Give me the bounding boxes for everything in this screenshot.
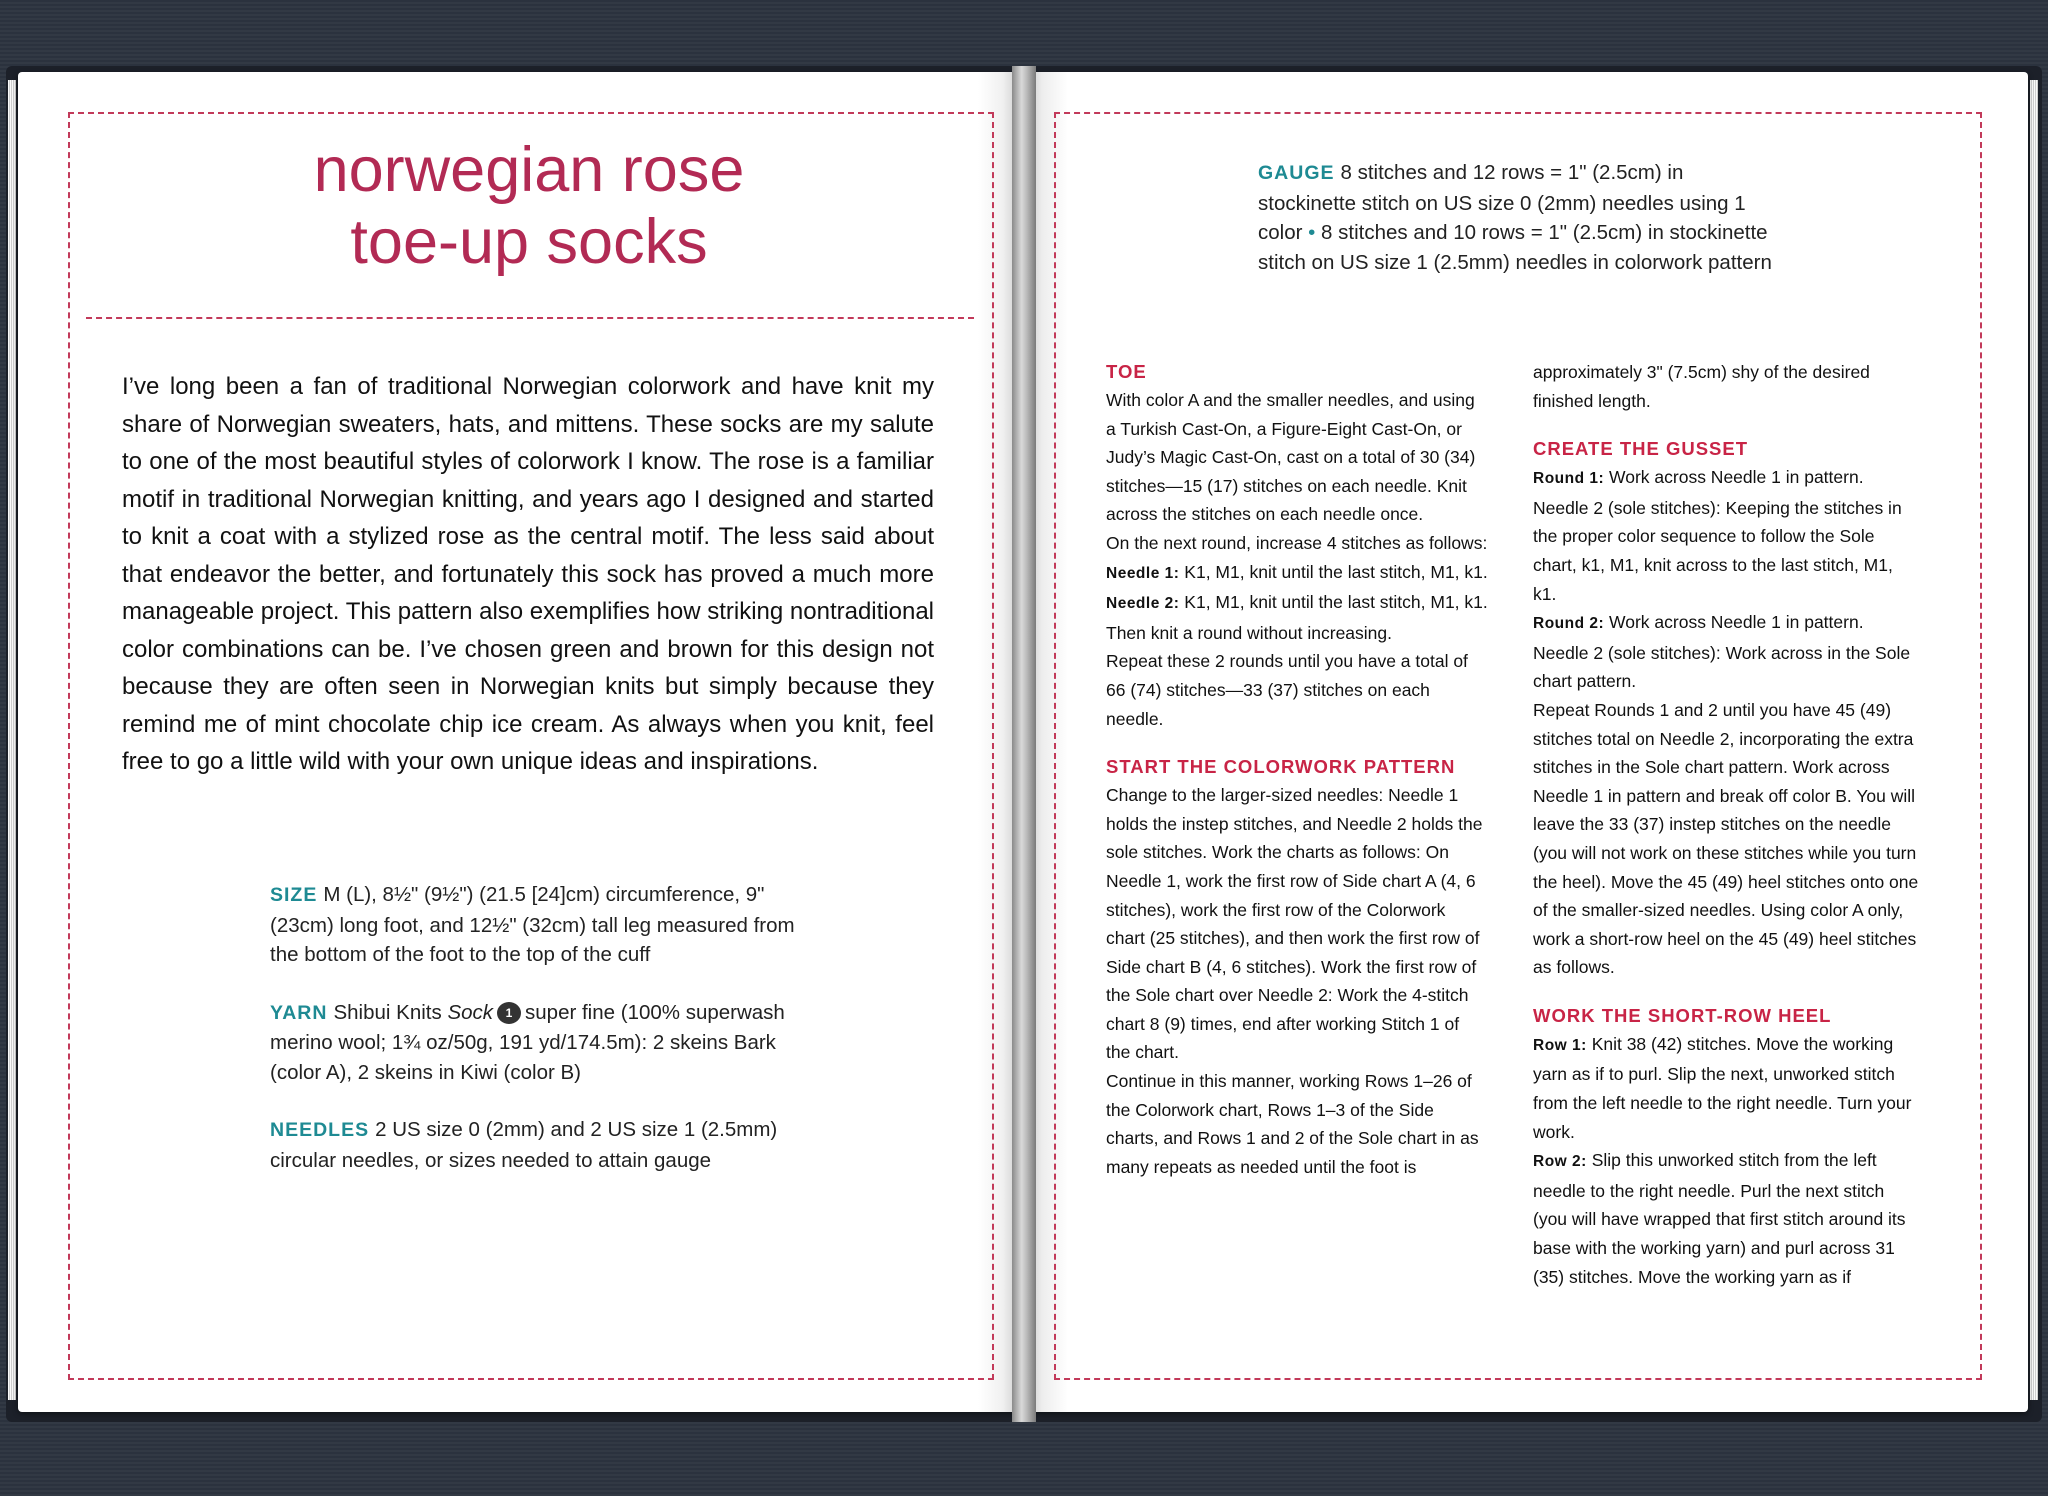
toe-paragraph-1: With color A and the smaller needles, and using a Turkish Cast-On, a Figure-Eight Cast-On, or Judy’s Magic Cast-On, cast on a total of 30 (34) stitches—15 (17) stitches on each needle. Knit across the stitches on each needle once. bbox=[1106, 390, 1476, 525]
gauge-bullet: • bbox=[1308, 221, 1316, 244]
needle-2-step bbox=[1106, 588, 1488, 619]
toe-heading: TOE bbox=[1106, 361, 1147, 382]
round-2-step bbox=[1533, 608, 1921, 696]
specs-block bbox=[270, 880, 798, 1203]
size-spec bbox=[270, 880, 798, 970]
size-label: SIZE bbox=[270, 884, 318, 906]
needles-label: NEEDLES bbox=[270, 1119, 370, 1141]
title-divider bbox=[86, 317, 974, 319]
instructions-column-2 bbox=[1533, 358, 1921, 1291]
colorwork-paragraph-1: Change to the larger-sized needles: Needle 1 holds the instep stitches, and Needle 2 holds the sole stitches. Work the charts as follows: On Needle 1, work the first row of Side chart A (4, 6 stitches), work the first row of the Colorwork chart (25 stitches), and then work the first row of Side chart B (4, 6 stitches). Work the first row of the Sole chart over Needle 2: Work the 4-stitch chart 8 (9) times, end after working Stitch 1 of the chart. bbox=[1106, 785, 1483, 1063]
yarn-weight-icon: 1 bbox=[497, 1002, 521, 1024]
title-line-2: toe-up socks bbox=[350, 207, 708, 277]
page-edges-left bbox=[8, 80, 16, 1400]
row-1-label: Row 1: bbox=[1533, 1036, 1587, 1054]
instructions-column-1 bbox=[1106, 358, 1488, 1181]
yarn-text-a: Shibui Knits bbox=[333, 1000, 442, 1024]
needle-2-label: Needle 2: bbox=[1106, 595, 1180, 613]
yarn-text-b: super fine (100% superwash merino wool; 1¾ oz/50g, 191 yd/174.5m): 2 skeins Bark (color A), 2 skeins in Kiwi (color B) bbox=[270, 1000, 785, 1084]
round-1-label: Round 1: bbox=[1533, 470, 1605, 488]
heel-heading: WORK THE SHORT-ROW HEEL bbox=[1533, 1004, 1832, 1026]
round-2-label: Round 2: bbox=[1533, 615, 1605, 633]
toe-paragraph-3: Then knit a round without increasing. bbox=[1106, 622, 1392, 643]
needle-1-step bbox=[1106, 558, 1488, 589]
needles-spec bbox=[270, 1115, 798, 1175]
row-2-label: Row 2: bbox=[1533, 1153, 1587, 1171]
yarn-label: YARN bbox=[270, 1001, 328, 1024]
toe-paragraph-2: On the next round, increase 4 stitches as follows: bbox=[1106, 532, 1488, 553]
intro-paragraph: I’ve long been a fan of traditional Norwegian colorwork and have knit my share of Norwegian sweaters, hats, and mittens. These socks are my salute to one of the most beautiful styles of colorwork I know. The rose is a familiar motif in traditional Norwegian knitting, and years ago I designed and started to knit a coat with a stylized rose as the central motif. The less said about that endeavor the better, and fortunately this sock has proved a much more manageable project. This pattern also exemplifies how striking nontraditional color combinations can be. I’ve chosen green and brown for this design not because they are often seen in Norwegian knits but simply because they remind me of mint chocolate chip ice cream. As always when you knit, feel free to go a little wild with your own unique ideas and inspirations. bbox=[122, 373, 935, 775]
gusset-paragraph-3: Repeat Rounds 1 and 2 until you have 45 (49) stitches total on Needle 2, incorporating the extra stitches in the Sole chart pattern. Work across Needle 1 in pattern and break off color B. You will leave the 33 (37) instep stitches on the needle (you will not work on these stitches while you turn the heel). Move the 45 (49) heel stitches onto one of the smaller-sized needles. Using color A only, work a short-row heel on the 45 (49) heel stitches as follows. bbox=[1533, 699, 1919, 978]
gusset-heading: CREATE THE GUSSET bbox=[1533, 438, 1749, 460]
colorwork-heading: START THE COLORWORK PATTERN bbox=[1106, 756, 1456, 778]
row-2-text: Slip this unworked stitch from the left needle to the right needle. Purl the next stitch (you will have wrapped that first stitch around its base with the working yarn) and purl across 31 (35) stitches. Move the working yarn as if bbox=[1533, 1150, 1906, 1287]
yarn-name: Sock bbox=[447, 1000, 494, 1024]
gauge-text-b: 8 stitches and 10 rows = 1" (2.5cm) in stockinette stitch on US size 1 (2.5mm) needles in colorwork pattern bbox=[1258, 221, 1772, 274]
needles-text: 2 US size 0 (2mm) and 2 US size 1 (2.5mm) circular needles, or sizes needed to attain gauge bbox=[270, 1118, 778, 1172]
row-1-step bbox=[1533, 1030, 1921, 1146]
gauge-spec bbox=[1258, 158, 1778, 277]
page-title bbox=[68, 134, 990, 278]
title-line-1: norwegian rose bbox=[313, 135, 745, 205]
needle-1-label: Needle 1: bbox=[1106, 564, 1180, 582]
round-1-text: Work across Needle 1 in pattern. Needle 2 (sole stitches): Keeping the stitches in the proper color sequence to follow the Sole chart, k1, M1, knit across to the last stitch, M1, k1. bbox=[1533, 467, 1902, 604]
page-edges-right bbox=[2030, 80, 2038, 1400]
round-2-text: Work across Needle 1 in pattern. Needle 2 (sole stitches): Work across in the Sole chart pattern. bbox=[1533, 612, 1911, 692]
colorwork-paragraph-2: Continue in this manner, working Rows 1–26 of the Colorwork chart, Rows 1–3 of the Side charts, and Rows 1 and 2 of the Sole chart in as many repeats as needed until the foot is bbox=[1106, 1071, 1479, 1177]
row-2-step bbox=[1533, 1146, 1921, 1291]
gauge-label: GAUGE bbox=[1258, 162, 1335, 184]
round-1-step bbox=[1533, 463, 1921, 608]
yarn-spec bbox=[270, 998, 798, 1088]
row-1-text: Knit 38 (42) stitches. Move the working yarn as if to purl. Slip the next, unworked stitch from the left needle to the right needle. Turn your work. bbox=[1533, 1033, 1912, 1142]
needle-2-text: K1, M1, knit until the last stitch, M1, k1. bbox=[1184, 592, 1488, 613]
toe-paragraph-4: Repeat these 2 rounds until you have a total of 66 (74) stitches—33 (37) stitches on each needle. bbox=[1106, 651, 1468, 729]
gauge-text-a: 8 stitches and 12 rows = 1" (2.5cm) in stockinette stitch on US size 0 (2mm) needles using 1 color bbox=[1258, 161, 1746, 244]
needle-1-text: K1, M1, knit until the last stitch, M1, k1. bbox=[1184, 561, 1488, 582]
continued-text: approximately 3" (7.5cm) shy of the desired finished length. bbox=[1533, 362, 1870, 411]
book-spine bbox=[1012, 66, 1036, 1422]
size-text: M (L), 8½" (9½") (21.5 [24]cm) circumference, 9" (23cm) long foot, and 12½" (32cm) tall leg measured from the bottom of the foot to the top of the cuff bbox=[270, 883, 795, 966]
